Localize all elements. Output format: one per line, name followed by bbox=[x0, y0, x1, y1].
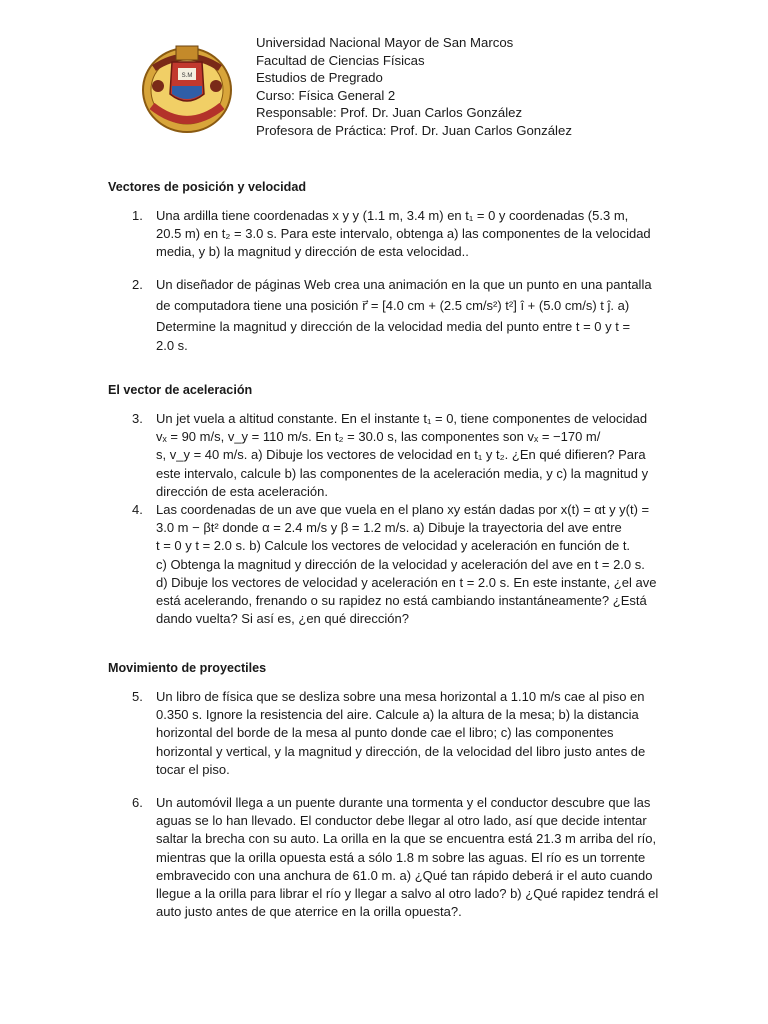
problem-line: este intervalo, calcule b) las componentes de la aceleración media, y c) la magnitud y bbox=[156, 465, 649, 481]
problem-line: 3.0 m − βt² donde α = 2.4 m/s y β = 1.2 m/s. a) Dibuje la trayectoria del ave entre bbox=[156, 520, 622, 536]
problem-line: d) Dibuje los vectores de velocidad y aceleración en t = 2.0 s. En este instante, ¿el ave bbox=[156, 574, 657, 590]
header-studies: Estudios de Pregrado bbox=[256, 70, 383, 86]
problem-line: aguas se lo han llevado. El conductor debe llegar al otro lado, así que decide intentar bbox=[156, 813, 647, 829]
problem-line: Un libro de física que se desliza sobre una mesa horizontal a 1.10 m/s cae al piso en bbox=[156, 689, 645, 704]
section-heading-acceleration: El vector de aceleración bbox=[108, 383, 253, 397]
problem-line: s, v_y = 40 m/s. a) Dibuje los vectores de velocidad en t₁ y t₂. ¿En qué difieren? Para bbox=[156, 447, 646, 463]
problem-line: saltar la brecha con su auto. La orilla en la que se encuentra está 21.3 m arriba del río, bbox=[156, 831, 657, 847]
problem-line: horizontal del borde de la mesa al punto donde cae el libro; c) las componentes bbox=[156, 725, 614, 741]
problem-line: t = 0 y t = 2.0 s. b) Calcule los vectores de velocidad y aceleración en función de t. bbox=[156, 538, 631, 554]
problem-line: vₓ = 90 m/s, v_y = 110 m/s. En t₂ = 30.0 s, las componentes son vₓ = −170 m/ bbox=[156, 429, 601, 445]
problem-number: 3. bbox=[132, 411, 143, 426]
problem-line: tocar el piso. bbox=[156, 761, 230, 777]
problem-line: mientras que la orilla opuesta está a sólo 1.8 m sobre las aguas. El río es un torrente bbox=[156, 849, 646, 865]
problem-line: Un jet vuela a altitud constante. En el instante t₁ = 0, tiene componentes de velocidad bbox=[156, 411, 648, 426]
problem-line: horizontal y vertical, y la magnitud y dirección, de la velocidad del libro justo antes de bbox=[156, 743, 646, 759]
problem-line: 0.350 s. Ignore la resistencia del aire. Calcule a) la altura de la mesa; b) la distancia bbox=[156, 707, 639, 723]
problem-line: Una ardilla tiene coordenadas x y y (1.1 m, 3.4 m) en t₁ = 0 y coordenadas (5.3 m, bbox=[156, 208, 629, 223]
seal-initials: S.M bbox=[181, 73, 193, 79]
problem-line: Las coordenadas de un ave que vuela en el plano xy están dadas por x(t) = αt y y(t) = bbox=[156, 502, 650, 517]
problem-number: 1. bbox=[132, 208, 143, 223]
problem-line: llegue a la orilla para librar el río y llegar a salvo al otro lado? b) ¿Qué rapidez tendrá el bbox=[156, 886, 659, 902]
header-responsible: Responsable: Prof. Dr. Juan Carlos González bbox=[256, 105, 523, 121]
problem-line: dando vuelta? Si así es, ¿en qué dirección? bbox=[156, 611, 409, 627]
header-university: Universidad Nacional Mayor de San Marcos bbox=[256, 35, 514, 50]
section-heading-projectiles: Movimiento de proyectiles bbox=[108, 661, 267, 675]
header-faculty: Facultad de Ciencias Físicas bbox=[256, 52, 425, 68]
problem-number: 4. bbox=[132, 502, 143, 517]
problem-line: 20.5 m) en t₂ = 3.0 s. Para este intervalo, obtenga a) las componentes de la velocidad bbox=[156, 226, 651, 242]
problem-line: Un automóvil llega a un puente durante una tormenta y el conductor descubre que las bbox=[156, 795, 651, 810]
problem-line: media, y b) la magnitud y dirección de esta velocidad.. bbox=[156, 244, 469, 260]
header-course: Curso: Física General 2 bbox=[256, 87, 396, 103]
problem-line: auto justo antes de que aterrice en la orilla opuesta?. bbox=[156, 904, 462, 920]
header-practice-professor: Profesora de Práctica: Prof. Dr. Juan Carlos González bbox=[256, 122, 572, 138]
course-header bbox=[256, 34, 572, 140]
problem-line: está acelerando, frenando o su rapidez no está cambiando instantáneamente? ¿Está bbox=[156, 593, 647, 609]
problem-line: dirección de esta aceleración. bbox=[156, 483, 328, 499]
problem-number: 5. bbox=[132, 689, 143, 704]
problem-line: Determine la magnitud y dirección de la velocidad media del punto entre t = 0 y t = bbox=[156, 319, 631, 335]
problem-line: 2.0 s. bbox=[156, 337, 188, 353]
problem-number: 6. bbox=[132, 795, 143, 810]
problem-line: Un diseñador de páginas Web crea una animación en la que un punto en una pantalla bbox=[156, 277, 652, 292]
problem-number: 2. bbox=[132, 277, 143, 292]
problem-line: embravecido con una anchura de 61.0 m. a) ¿Qué tan rápido deberá ir el auto cuando bbox=[156, 867, 653, 883]
section-heading-position-velocity: Vectores de posición y velocidad bbox=[108, 180, 307, 194]
problem-line: de computadora tiene una posición r⃗ = [4.0 cm + (2.5 cm/s²) t²] î + (5.0 cm/s) t ĵ. a) bbox=[156, 298, 630, 314]
university-seal-logo bbox=[132, 38, 242, 138]
problem-line: c) Obtenga la magnitud y dirección de la velocidad y aceleración del ave en t = 2.0 s. bbox=[156, 556, 645, 572]
